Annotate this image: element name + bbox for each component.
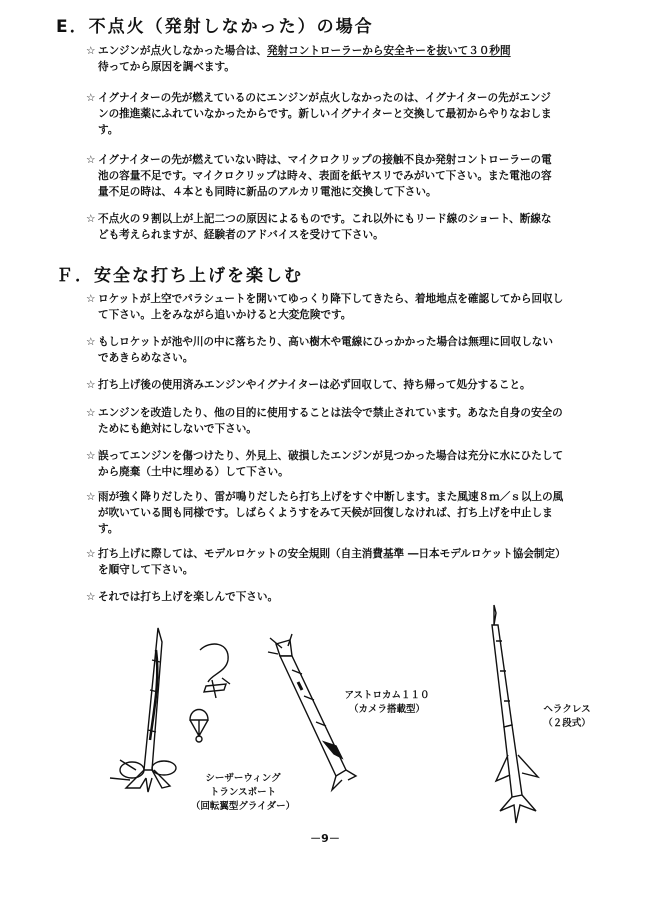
section-f-item-6: [86, 489, 564, 537]
star-bullet-icon: ☆: [86, 336, 96, 348]
item-text: 打ち上げに際しては、モデルロケットの安全規則（自主消費基準 ―日本モデルロケット協会制定）を順守して下さい。: [98, 548, 561, 576]
star-bullet-icon: ☆: [86, 591, 96, 603]
section-e-item-3: [86, 152, 558, 200]
star-bullet-icon: ☆: [86, 45, 96, 57]
caption-line: トランスポート: [209, 787, 277, 798]
item-text: 打ち上げ後の使用済みエンジンやイグナイターは必ず回収して、持ち帰って処分すること。: [98, 379, 531, 391]
section-f-item-7: [86, 546, 564, 578]
item-text-pre: エンジンが点火しなかった場合は、: [98, 45, 267, 57]
item-text: エンジンを改造したり、他の目的に使用することは法令で禁止されています。あなた自身の安全のためにも絶対にしないで下さい。: [98, 407, 563, 435]
star-bullet-icon: ☆: [86, 548, 96, 560]
star-bullet-icon: ☆: [86, 293, 96, 305]
section-f-item-2: [86, 334, 556, 366]
cesar-wing-caption: [188, 772, 298, 814]
item-text-underlined: 発射コントローラーから安全キーを抜いて３０秒間: [266, 45, 511, 57]
star-bullet-icon: ☆: [86, 407, 96, 419]
item-text: 誤ってエンジンを傷つけたり、外見上、破損したエンジンが見つかった場合は充分に水にひたしてから廃棄（土中に埋める）して下さい。: [98, 450, 564, 478]
section-e-item-1: [86, 43, 566, 75]
astrocam-caption: [332, 689, 442, 717]
section-f-heading: Ｆ．安全な打ち上げを楽しむ: [56, 266, 303, 286]
item-text: それでは打ち上げを楽しんで下さい。: [98, 591, 279, 603]
star-bullet-icon: ☆: [86, 491, 96, 503]
section-f-item-8: [86, 589, 564, 605]
caption-line: （カメラ搭載型）: [348, 704, 425, 715]
item-text: 雨が強く降りだしたり、雷が鳴りだしたら打ち上げをすぐ中断します。また風速８ｍ／ｓ以上の風が吹いている間も同様です。しばらくようすをみて天候が回復しなければ、打ち上げを中止します。: [98, 491, 564, 535]
section-e-item-4: [86, 211, 558, 243]
item-text-post: 待ってから原因を調べます。: [98, 61, 235, 73]
section-e-heading: E．不点火（発射しなかった）の場合: [56, 17, 374, 37]
item-text: イグナイターの先が燃えているのにエンジンが点火しなかったのは、イグナイターの先がエンジンの推進薬にふれていなかったからです。新しいイグナイターと交換して最初からやりなおします。: [98, 92, 552, 136]
item-text: イグナイターの先が燃えていない時は、マイクロクリップの接触不良か発射コントローラーの電池の容量不足です。マイクロクリップは時々、表面を紙ヤスリでみがいて下さい。また電池の容量不足の時は、４本とも同時に新品のアルカリ電池に交換して下さい。: [98, 154, 552, 198]
section-f-item-1: [86, 291, 564, 323]
caption-line: アストロカム１１０: [344, 690, 430, 701]
item-text: 不点火の９割以上が上記二つの原因によるものです。これ以外にもリード線のショート、断線なども考えられますが、経験者のアドバイスを受けて下さい。: [98, 213, 552, 241]
section-f-item-5: [86, 448, 564, 480]
item-text: ロケットが上空でパラシュートを開いてゆっくり降下してきたら、着地地点を確認してから回収して下さい。上をみながら追いかけると大変危険です。: [98, 293, 564, 321]
caption-line: （２段式）: [543, 718, 591, 729]
star-bullet-icon: ☆: [86, 92, 96, 104]
hercules-caption: [532, 703, 602, 731]
item-text: もしロケットが池や川の中に落ちたり、高い樹木や電線にひっかかった場合は無理に回収しないであきらめなさい。: [98, 336, 553, 364]
star-bullet-icon: ☆: [86, 379, 96, 391]
page-number: －9－: [310, 832, 340, 845]
section-e-item-2: [86, 90, 558, 138]
star-bullet-icon: ☆: [86, 450, 96, 462]
star-bullet-icon: ☆: [86, 213, 96, 225]
section-f-item-3: [86, 377, 576, 393]
caption-line: ヘラクレス: [543, 704, 591, 715]
star-bullet-icon: ☆: [86, 154, 96, 166]
caption-line: （回転翼型グライダー）: [190, 801, 296, 812]
section-f-item-4: [86, 405, 564, 437]
caption-line: シーザーウィング: [205, 773, 281, 784]
